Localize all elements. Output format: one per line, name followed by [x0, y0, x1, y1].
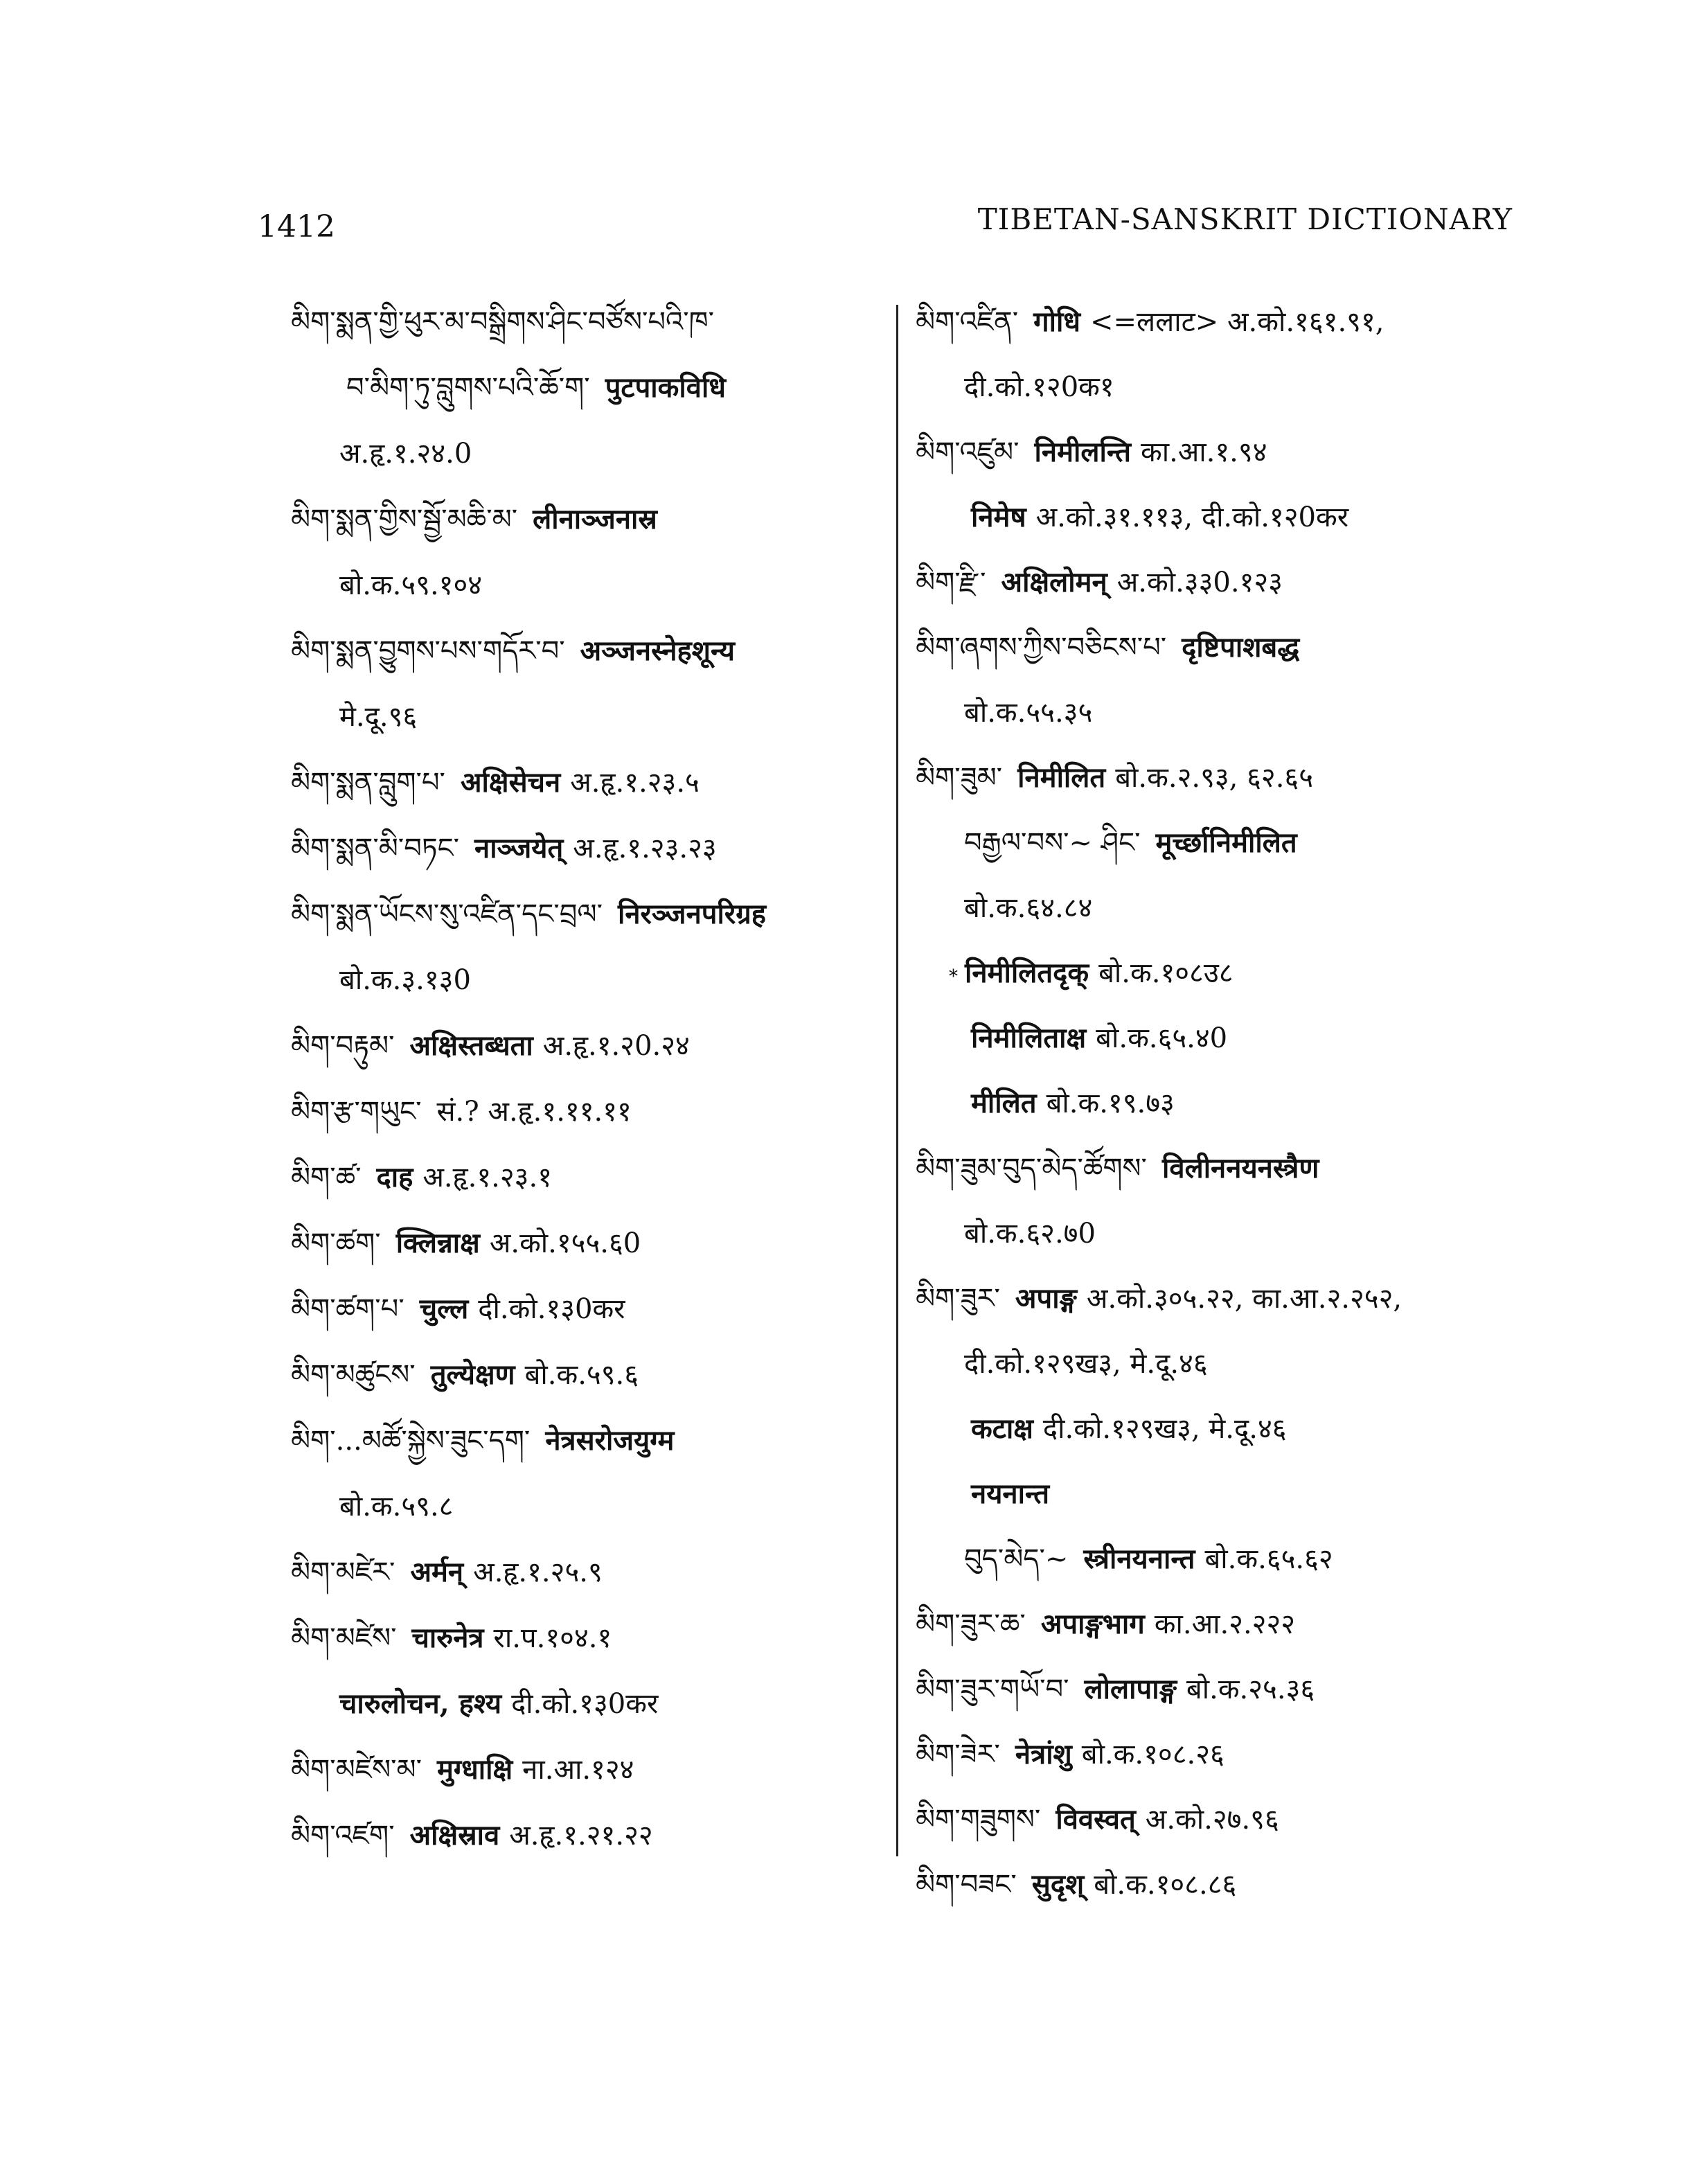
source-reference: अ.हृ.१.२१.२२ [509, 1820, 653, 1852]
dictionary-line [916, 1861, 1236, 1909]
sanskrit-equivalent: निमीलिताक्ष [971, 1022, 1087, 1054]
dictionary-line [291, 824, 717, 873]
dictionary-line [916, 754, 1313, 802]
sanskrit-equivalent: नाञ्जयेत् [474, 832, 564, 864]
dictionary-line [916, 1535, 1333, 1583]
dictionary-line [291, 1087, 632, 1136]
tibetan-headword: མིག་ཟུམ་བུད་མེད་ཚོགས་ [916, 1153, 1147, 1184]
source-reference: बो.क.५९.८ [339, 1491, 454, 1522]
source-reference: दी.को.१३0कर [511, 1688, 659, 1720]
source-reference: बो.क.५९.१०४ [339, 569, 483, 601]
source-reference: अ.को.३०५.२२, का.आ.२.२५२, [1086, 1283, 1402, 1315]
source-reference: बो.क.२५.३६ [1186, 1673, 1315, 1705]
tibetan-headword: བརྒྱལ་བས་~ ཤིང་ [964, 827, 1141, 859]
dictionary-line [916, 1144, 1328, 1193]
dictionary-line [291, 758, 700, 807]
source-reference: अ.को.३१.११३, दी.को.१२0कर [1035, 501, 1349, 533]
source-reference: बो.क.६२.७0 [964, 1218, 1096, 1250]
tibetan-headword: མིག་སྨན་གྱིས་སྦྱོ་མཆི་མ་ [291, 504, 518, 535]
tibetan-headword: མིག་ཟུམ་ [916, 762, 1003, 794]
dictionary-line [291, 1746, 634, 1794]
source-reference: बो.क.५५.३५ [964, 697, 1093, 729]
tibetan-headword: མིག་ཟུར་གཡོ་བ་ [916, 1673, 1069, 1705]
dictionary-line [291, 1548, 603, 1597]
tibetan-headword: མིག་ཚག་པ་ [291, 1293, 404, 1325]
dictionary-line [291, 1680, 658, 1728]
sanskrit-equivalent: निमीलितदृक् [965, 957, 1089, 989]
source-reference: सं.? अ.हृ.१.११.११ [436, 1096, 632, 1128]
sanskrit-equivalent: निमीलन्ति [1034, 436, 1131, 468]
source-reference: दी.को.१२0क१ [964, 371, 1114, 403]
sanskrit-equivalent: पुटपाकविधि [605, 371, 726, 404]
sanskrit-equivalent: अर्मन् [410, 1556, 464, 1588]
sanskrit-equivalent: गोधि [1033, 305, 1080, 338]
sanskrit-equivalent: मीलित [971, 1087, 1037, 1119]
dictionary-line [291, 1153, 552, 1202]
dictionary-line [916, 884, 1092, 932]
source-reference: दी.को.१३0कर [478, 1293, 625, 1325]
dictionary-line [291, 627, 745, 675]
dictionary-line [916, 428, 1267, 477]
source-reference: बो.क.३.१३0 [339, 964, 471, 996]
dictionary-line [291, 956, 471, 1004]
source-reference: अ.हृ.१.२५.९ [473, 1556, 603, 1588]
sanskrit-equivalent: अपाङ्ग [1015, 1282, 1077, 1315]
dictionary-line [291, 495, 667, 544]
source-reference: बो.क.१०८.८६ [1094, 1869, 1237, 1901]
sanskrit-equivalent: विवस्वत् [1056, 1803, 1136, 1836]
dictionary-line [291, 1417, 684, 1465]
tibetan-headword: མིག་འཛིན་ [916, 306, 1019, 338]
source-reference: दी.को.१२९ख३, मे.दू.४६ [1042, 1413, 1287, 1445]
source-reference: बो.क.६५.४0 [1096, 1022, 1228, 1054]
tibetan-headword: མིག་མཛེས་ [291, 1622, 397, 1654]
source-reference: बो.क.६४.८४ [964, 892, 1093, 924]
tibetan-headword: བུད་མེད་~ [964, 1543, 1069, 1575]
sanskrit-equivalent: अपाङ्गभाग [1040, 1608, 1145, 1640]
dictionary-line [291, 1351, 639, 1399]
tibetan-headword: མིག་...མཚོ་སྐྱེས་ཟུང་དག་ [291, 1425, 531, 1457]
source-reference: बो.क.१९.७३ [1046, 1087, 1175, 1119]
source-reference: <=ललाट> अ.को.१६१.९१, [1089, 306, 1384, 338]
source-reference: अ.हृ.१.२४.0 [339, 438, 472, 470]
sanskrit-equivalent: अक्षिस्तब्धता [409, 1029, 533, 1062]
dictionary-line [916, 558, 1283, 607]
dictionary-line [916, 1730, 1224, 1779]
source-reference: रा.प.१०४.१ [493, 1622, 612, 1654]
dictionary-line [291, 1614, 612, 1662]
sanskrit-equivalent: लोलापाङ्ग [1084, 1673, 1177, 1705]
dictionary-line [291, 364, 736, 412]
sanskrit-equivalent: चारुनेत्र [411, 1622, 484, 1654]
sanskrit-equivalent: निमीलित [1017, 761, 1106, 794]
source-reference: बो.क.१०८उ८ [1098, 957, 1234, 989]
dictionary-line [291, 890, 776, 939]
tibetan-headword: མིག་བཟང་ [916, 1869, 1017, 1901]
dictionary-line [916, 298, 1384, 346]
dictionary-line [291, 693, 417, 741]
tibetan-headword: མིག་སྨན་བླུག་པ་ [291, 767, 445, 799]
sanskrit-equivalent: सुदृश् [1031, 1868, 1085, 1901]
tibetan-headword: མིག་མཛེས་མ་ [291, 1754, 422, 1786]
source-reference: दी.को.१२९ख३, मे.दू.४६ [964, 1348, 1208, 1380]
star-mark: * [949, 966, 958, 987]
dictionary-line [916, 819, 1307, 867]
sanskrit-equivalent: कटाक्ष [971, 1412, 1033, 1445]
tibetan-headword: མིག་ཟེར་ [916, 1739, 1000, 1770]
tibetan-headword: མིག་རྩ་གཡུང་ [291, 1096, 422, 1128]
dictionary-line [291, 1022, 690, 1070]
running-head: TIBETAN-SANSKRIT DICTIONARY [977, 202, 1513, 236]
source-reference: अ.हृ.१.२३.१ [422, 1162, 552, 1193]
source-reference: का.आ.२.२२२ [1154, 1608, 1296, 1640]
tibetan-headword: མིག་མཛེར་ [291, 1556, 395, 1588]
source-reference: ना.आ.१२४ [522, 1754, 634, 1786]
sanskrit-equivalent: नयनान्त [971, 1477, 1050, 1510]
dictionary-line [291, 298, 729, 346]
sanskrit-equivalent: निमेष [971, 501, 1026, 533]
dictionary-line [916, 1600, 1295, 1649]
dictionary-line [916, 689, 1092, 737]
tibetan-headword: མིག་ཟུར་ཆ་ [916, 1608, 1026, 1640]
tibetan-headword: མིག་འཛག་ [291, 1820, 395, 1852]
sanskrit-equivalent: निरञ्जनपरिग्रह [618, 898, 767, 930]
column-divider [896, 305, 898, 1856]
dictionary-line [916, 1209, 1096, 1258]
source-reference: बो.क.६५.६२ [1204, 1543, 1333, 1575]
sanskrit-equivalent: दाह [376, 1161, 413, 1193]
sanskrit-equivalent: अक्षिसेचन [460, 766, 561, 799]
tibetan-headword: མིག་སྨན་མི་བཏང་ [291, 833, 460, 864]
sanskrit-equivalent: लीनाञ्जनास्र [533, 503, 657, 535]
source-reference: मे.दू.९६ [339, 701, 418, 733]
source-reference: बो.क.५९.६ [524, 1359, 639, 1391]
tibetan-headword: མིག་ཟུར་ [916, 1283, 1000, 1315]
dictionary-line [916, 623, 1309, 672]
source-reference: अ.को.३३0.१२३ [1116, 567, 1283, 598]
sanskrit-equivalent: मूर्च्छानिमीलित [1155, 826, 1297, 859]
tibetan-headword: མིག་ཞགས་ཀྱིས་བཅིངས་པ་ [916, 632, 1167, 664]
dictionary-line [916, 493, 1348, 542]
dictionary-line [916, 1405, 1287, 1453]
sanskrit-equivalent: स्त्रीनयनान्त [1083, 1543, 1195, 1575]
tibetan-headword: མིག་ཚ་ [291, 1162, 362, 1193]
source-reference: अ.हृ.१.२३.५ [570, 767, 700, 799]
tibetan-headword: མིག་རྫི་ [916, 567, 986, 598]
dictionary-line [916, 1665, 1315, 1714]
dictionary-line [291, 1285, 625, 1333]
tibetan-headword: མིག་འཛུམ་ [916, 436, 1019, 468]
sanskrit-equivalent: मुग्धाक्षि [437, 1753, 513, 1786]
sanskrit-equivalent: विलीननयनस्त्रैण [1161, 1152, 1319, 1184]
tibetan-headword: བ་མིག་ཏུ་བླུགས་པའི་ཆོ་ག་ [346, 372, 590, 404]
dictionary-line [916, 1275, 1402, 1323]
dictionary-line [291, 561, 482, 610]
dictionary-line [916, 1079, 1175, 1128]
source-reference: अ.हृ.१.२0.२४ [542, 1030, 690, 1062]
dictionary-line [916, 1014, 1227, 1063]
source-reference: अ.को.१५५.६0 [489, 1227, 641, 1259]
dictionary-line [916, 1470, 1059, 1518]
tibetan-headword: མིག་བརྟུམ་ [291, 1030, 395, 1062]
source-reference: का.आ.१.९४ [1140, 436, 1267, 468]
dictionary-line [916, 363, 1114, 411]
sanskrit-equivalent: नेत्रांशु [1015, 1738, 1072, 1770]
sanskrit-equivalent: अक्षिस्राव [409, 1819, 500, 1852]
dictionary-line [291, 429, 472, 478]
sanskrit-equivalent: चुल्ल [419, 1293, 469, 1325]
source-reference: अ.को.२७.९६ [1145, 1804, 1279, 1836]
tibetan-headword: མིག་མཚུངས་ [291, 1359, 416, 1391]
dictionary-line [291, 1219, 641, 1268]
sanskrit-equivalent: अञ्जनस्नेहशून्य [580, 634, 736, 667]
sanskrit-equivalent: चारुलोचन, हश्य [339, 1687, 502, 1720]
tibetan-headword: མིག་ཚག་ [291, 1227, 381, 1259]
sanskrit-equivalent: तुल्येक्षण [430, 1358, 515, 1391]
sanskrit-equivalent: क्लिन्नाक्ष [395, 1227, 480, 1259]
dictionary-line [916, 1340, 1208, 1388]
sanskrit-equivalent: नेत्रसरोजयुग्म [545, 1424, 675, 1457]
tibetan-headword: མིག་སྨན་ཡོངས་སུ་འཛིན་དང་བྲལ་ [291, 898, 603, 930]
tibetan-headword: མིག་གཟུགས་ [916, 1804, 1041, 1836]
tibetan-headword: མིག་སྨན་བྱུགས་པས་གདོར་བ་ [291, 635, 565, 667]
source-reference: बो.क.१०८.२६ [1081, 1739, 1224, 1770]
dictionary-line [916, 1795, 1279, 1844]
page-number: 1412 [258, 209, 335, 245]
sanskrit-equivalent: दृष्टिपाशबद्ध [1182, 631, 1300, 664]
dictionary-line [291, 1811, 653, 1860]
sanskrit-equivalent: अक्षिलोमन् [1001, 566, 1107, 598]
source-reference: बो.क.२.९३, ६२.६५ [1115, 762, 1314, 794]
dictionary-line [916, 949, 1234, 997]
tibetan-headword: མིག་སྨན་གྱི་ཕུར་མ་བསྒྲིགས་ཤིང་བཙོས་པའི་ཁ་ [291, 306, 714, 338]
dictionary-line [291, 1482, 453, 1531]
source-reference: अ.हृ.१.२३.२३ [573, 833, 717, 864]
